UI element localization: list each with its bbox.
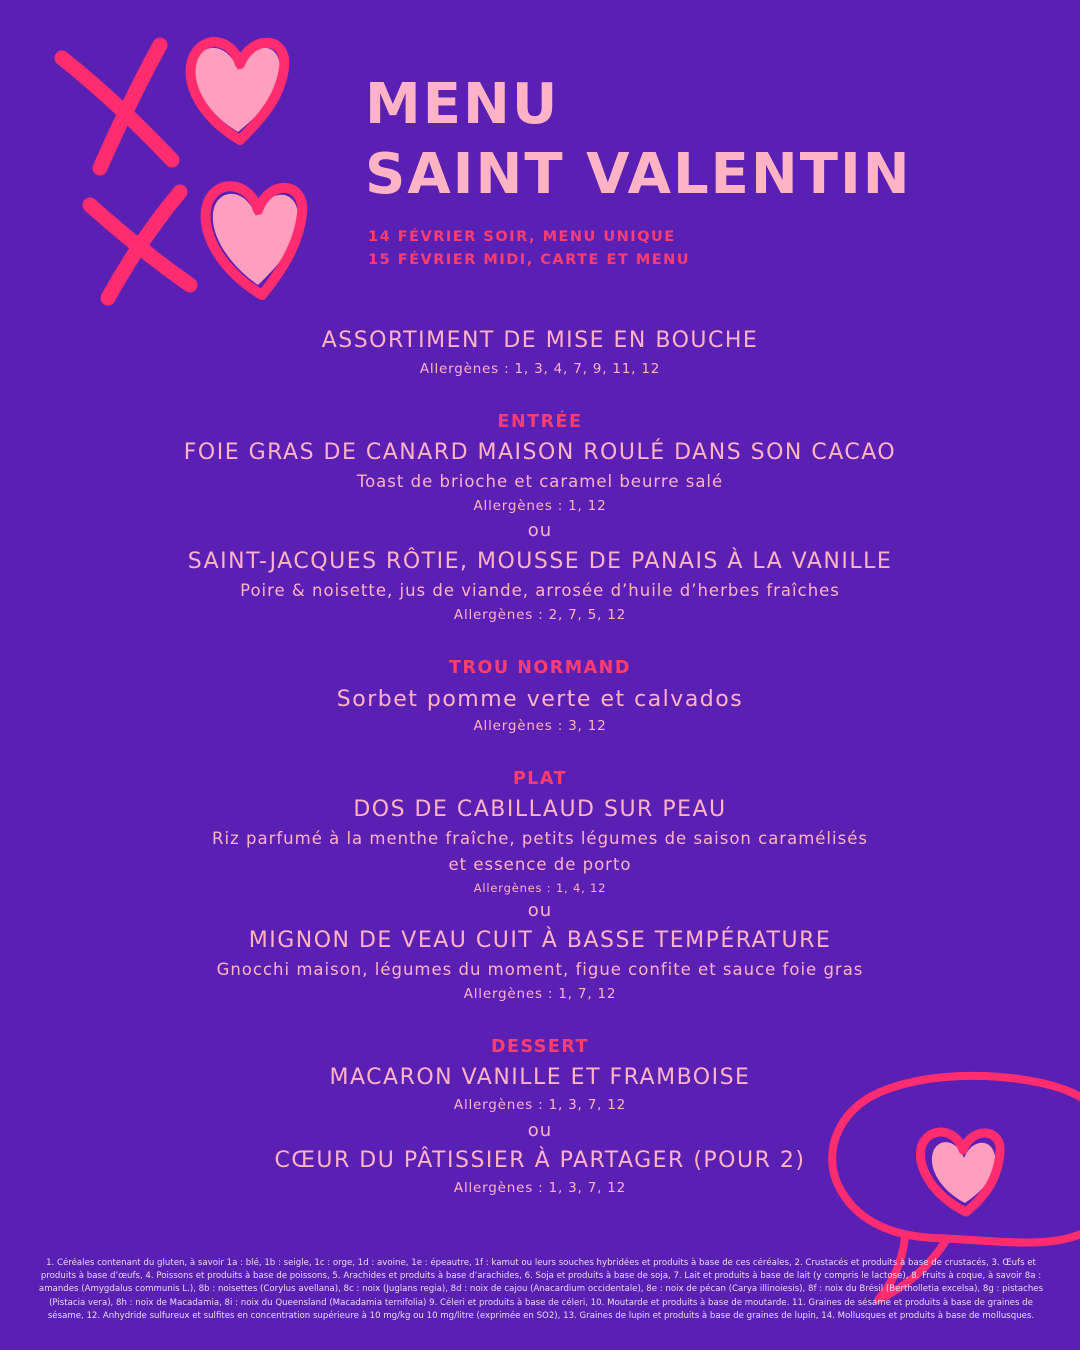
menu-subtitle	[368, 226, 690, 272]
plat-option2-allergens: Allergènes : 1, 7, 12	[463, 986, 617, 1002]
amuse-dish: ASSORTIMENT DE MISE EN BOUCHE	[321, 328, 759, 353]
title-line-1: MENU	[365, 72, 560, 137]
entree-or-separator: ou	[527, 520, 553, 541]
dessert-option2-allergens: Allergènes : 1, 3, 7, 12	[453, 1180, 627, 1196]
dessert-option1-dish: MACARON VANILLE ET FRAMBOISE	[329, 1065, 751, 1090]
entree-option2-dish: SAINT-JACQUES RÔTIE, MOUSSE DE PANAIS À LA VANILLE	[187, 549, 893, 574]
x-mark-icon	[62, 45, 172, 168]
trou-normand-dish: Sorbet pomme verte et calvados	[336, 687, 744, 712]
dessert-option1-allergens: Allergènes : 1, 3, 7, 12	[453, 1097, 627, 1113]
plat-option1-description-line1: Riz parfumé à la menthe fraîche, petits légumes de saison caramélisés	[212, 829, 868, 848]
allergen-footnote	[28, 1257, 1054, 1323]
plat-or-separator: ou	[527, 900, 553, 921]
footnote-line: (Pistacia vera), 8h : noix de Macadamia, 8i : noix du Queensland (Macadamia ternifolia) 9. Céleri et produits à base de céleri, 10. Moutarde et produits à base de moutarde. 11. Graines de sésame et produits à base de graines de	[49, 1297, 1033, 1308]
entree-option2-description: Poire & noisette, jus de viande, arrosée d’huile d’herbes fraîches	[240, 581, 840, 600]
footnote-line: produits à base d’œufs, 4. Poissons et produits à base de poissons, 5. Arachides et produits à base d’arachides, 6. Soja et produits à base de soja, 7. Lait et produits à base de lait (y compris le lactose), 8. Fruits à coque, à savoir 8a :	[40, 1271, 1042, 1282]
title-line-2: SAINT VALENTIN	[365, 142, 912, 207]
amuse-allergens: Allergènes : 1, 3, 4, 7, 9, 11, 12	[419, 361, 661, 377]
plat-option1-description-line2: et essence de porto	[448, 855, 632, 874]
plat-option2-description: Gnocchi maison, légumes du moment, figue confite et sauce foie gras	[216, 960, 864, 979]
dessert-option2-dish: CŒUR DU PÂTISSIER À PARTAGER (POUR 2)	[274, 1148, 806, 1173]
entree-option1-description: Toast de brioche et caramel beurre salé	[356, 472, 724, 491]
plat-option1-dish: DOS DE CABILLAUD SUR PEAU	[353, 797, 727, 822]
footnote-line: sésame, 12. Anhydride sulfureux et sulfites en concentration supérieure à 10 mg/kg ou 10 mg/litre (exprimée en SO2), 13. Graines de lupin et produits à base de graines de lupin, 14. Mollusques et produits à base de mollusques.	[47, 1310, 1035, 1321]
plat-option1-allergens: Allergènes : 1, 4, 12	[473, 881, 607, 895]
section-heading-trou-normand: TROU NORMAND	[449, 658, 631, 678]
heart-icon	[191, 42, 285, 140]
heart-icon	[206, 186, 303, 295]
footnote-line: 1. Céréales contenant du gluten, à savoir 1a : blé, 1b : seigle, 1c : orge, 1d : avoine, 1e : épeautre, 1f : kamut ou leurs souches hybridées et produits à base de ces céréales, 2. Crustacés et produits à base de crustacés, 3. Œufs et	[46, 1258, 1036, 1268]
section-heading-plat: PLAT	[512, 769, 568, 789]
menu-title	[365, 70, 912, 210]
entree-option2-allergens: Allergènes : 2, 7, 5, 12	[453, 607, 627, 623]
section-heading-dessert: DESSERT	[491, 1037, 589, 1057]
entree-option1-dish: FOIE GRAS DE CANARD MAISON ROULÉ DANS SON CACAO	[183, 440, 897, 465]
section-heading-entree: ENTRÉE	[497, 412, 583, 432]
plat-option2-dish: MIGNON DE VEAU CUIT À BASSE TEMPÉRATURE	[248, 928, 832, 953]
entree-option1-allergens: Allergènes : 1, 12	[473, 498, 607, 514]
footnote-line: amandes (Amygdalus communis L.), 8b : noisettes (Corylus avellana), 8c : noix (Juglans regia), 8d : noix de cajou (Anacardium occidentale), 8e : noix de pécan (Carya illinoiesis), 8f : noix du Brésil (Bertholletia excelsa), 8g : pistaches	[38, 1284, 1044, 1295]
subtitle-line-1: 14 FÉVRIER SOIR, MENU UNIQUE	[368, 229, 676, 245]
x-mark-icon	[90, 192, 190, 298]
trou-normand-allergens: Allergènes : 3, 12	[473, 718, 607, 734]
dessert-or-separator: ou	[527, 1120, 553, 1141]
subtitle-line-2: 15 FÉVRIER MIDI, CARTE ET MENU	[368, 252, 691, 268]
